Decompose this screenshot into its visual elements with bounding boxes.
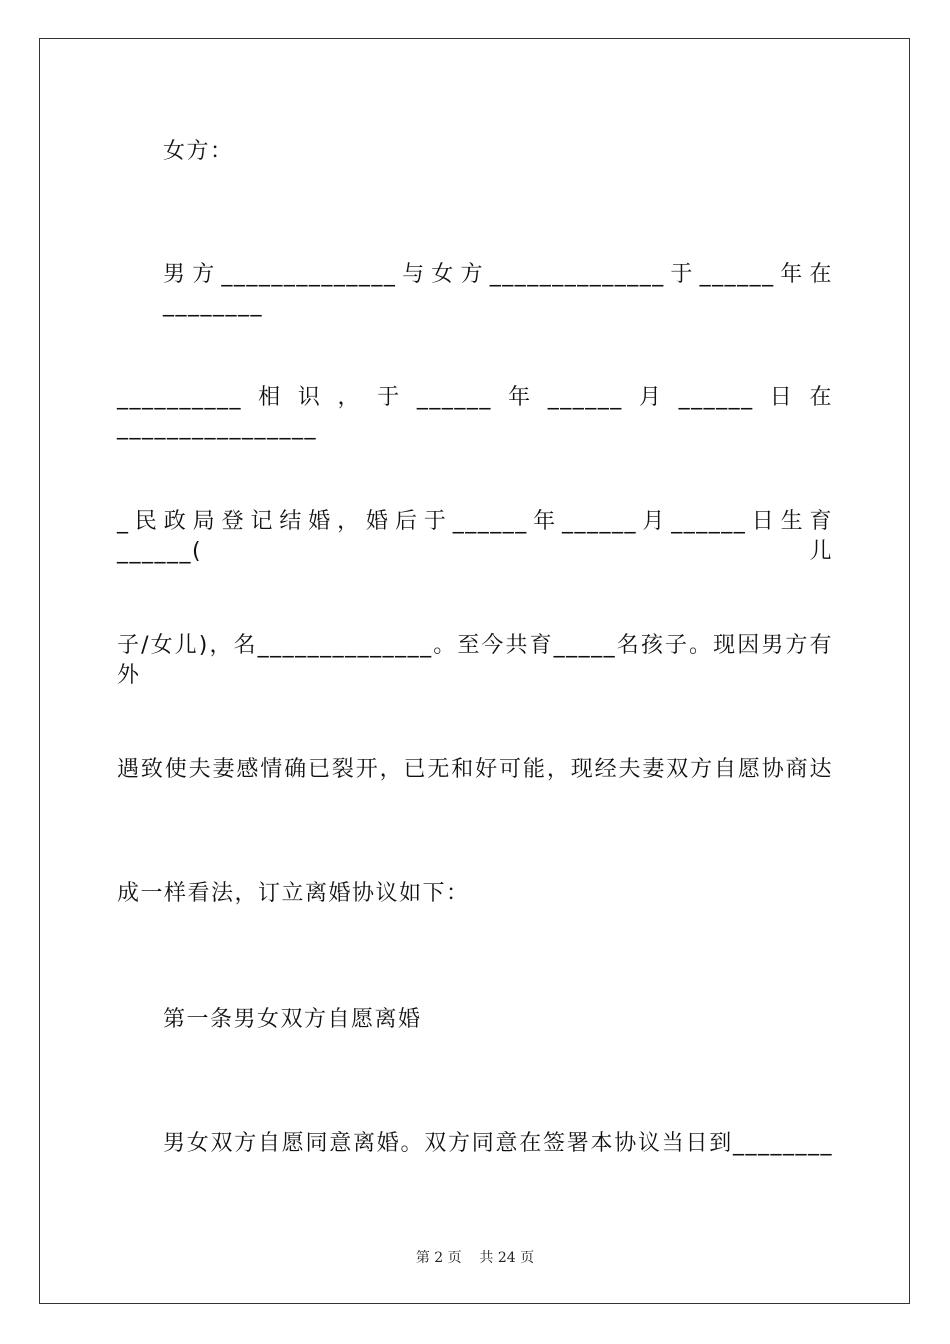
article-one-body: 男女双方自愿同意离婚。双方同意在签署本协议当日到________	[163, 1131, 833, 1156]
paragraph-line-6: 成一样看法，订立离婚协议如下：	[117, 881, 470, 906]
paragraph-line-3: _民政局登记结婚，婚后于______年______月______日生育______(儿	[117, 509, 833, 564]
paragraph-female-party: 女方：	[163, 139, 234, 164]
paragraph-line-4: 子/女儿)，名______________。至今共育_____名孩子。现因男方有外	[117, 633, 833, 688]
page-number-footer: 第 2 页 共 24 页	[415, 1250, 535, 1266]
paragraph-line-5: 遇致使夫妻感情确已裂开，已无和好可能，现经夫妻双方自愿协商达	[117, 757, 833, 782]
paragraph-line-1: 男方______________与女方______________于______年在________	[163, 262, 833, 317]
paragraph-line-2: __________相识，于______年______月______日在________________	[117, 385, 833, 440]
article-one-heading: 第一条男女双方自愿离婚	[163, 1007, 422, 1032]
